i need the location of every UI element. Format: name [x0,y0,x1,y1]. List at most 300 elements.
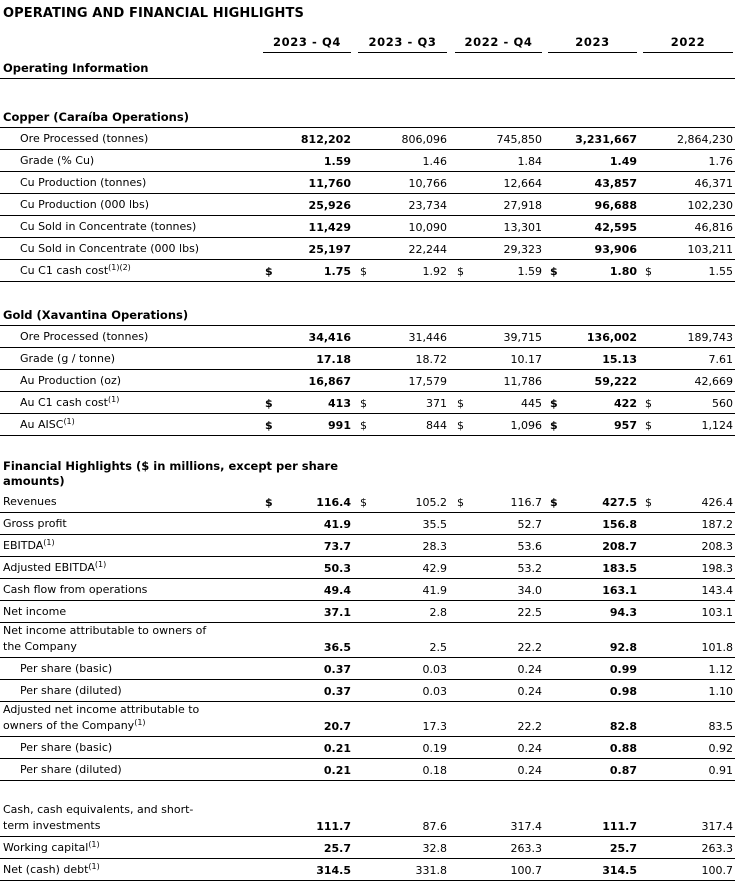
cell-value: 34.0 [517,584,542,597]
cell-value: 35.5 [422,518,447,531]
table-row [0,326,735,348]
currency-value [263,396,351,411]
row-label-line2: term investments [3,819,101,832]
value-cell [447,837,542,859]
spacer-cell [0,436,735,458]
value-cell [263,491,351,513]
cell-value: 11,786 [503,375,542,388]
table-row [0,557,735,579]
cell-value: 2,864,230 [677,133,733,146]
cell-value: 17.18 [316,353,351,366]
value-cell [637,260,735,282]
cell-value: 43,857 [594,177,637,190]
cell-value: 427.5 [602,496,637,509]
cell-value: 1.84 [517,155,542,168]
dollar-sign: $ [457,419,464,432]
row-label-cell [0,194,263,216]
value-cell [542,150,637,172]
cell-value: 42.9 [422,562,447,575]
dollar-sign: $ [550,265,558,278]
table-row [0,859,735,881]
cell-value: 0.24 [517,764,542,777]
cell-value: 1.46 [422,155,447,168]
cell-value: 25,926 [308,199,351,212]
value-cell [447,680,542,702]
row-label-cell [0,802,263,837]
row-label-cell [0,370,263,392]
table-row [0,238,735,260]
cell-value: 0.99 [609,663,637,676]
value-cell [637,658,735,680]
cell-value: 46,371 [694,177,733,190]
cell-value: 371 [426,397,447,410]
cell-value: 0.91 [708,764,733,777]
page-title: OPERATING AND FINANCIAL HIGHLIGHTS [3,6,304,21]
value-cell [447,658,542,680]
value-cell [637,194,735,216]
value-cell [351,348,447,370]
cell-value: 11,429 [308,221,351,234]
footnote-marker: (1) [88,862,100,871]
cell-value: 42,595 [594,221,637,234]
dollar-sign: $ [550,419,558,432]
cell-value: 0.03 [422,685,447,698]
value-cell [351,260,447,282]
cell-value: 314.5 [316,864,351,877]
row-label: Au AISC$^{(1)}$ [20,417,75,431]
table-row [0,737,735,759]
cell-value: 0.98 [609,685,637,698]
table-row [0,513,735,535]
value-cell [637,557,735,579]
value-cell [447,513,542,535]
table-row [0,759,735,781]
cell-value: 25.7 [323,842,351,855]
cell-value: 1.92 [422,265,447,278]
currency-value [643,495,733,510]
cell-value: 1,096 [510,419,542,432]
financial-highlights-table [0,23,735,881]
cell-value: 317.4 [701,820,733,833]
cell-value: 163.1 [602,584,637,597]
value-cell [637,601,735,623]
row-label-cell [0,837,263,859]
value-cell [351,172,447,194]
currency-value [263,264,351,279]
row-label-cell [0,348,263,370]
value-cell [542,216,637,238]
value-cell [542,194,637,216]
cell-value: 1.49 [609,155,637,168]
currency-value [455,264,542,279]
row-label: EBITDA$^{(1)}$ [3,538,55,552]
table-row [0,802,735,837]
value-cell [542,837,637,859]
footnote-marker: (1) [43,538,55,547]
value-cell [447,150,542,172]
value-cell [263,658,351,680]
dollar-sign: $ [645,496,652,509]
cell-value: 12,664 [503,177,542,190]
dollar-sign: $ [360,265,367,278]
currency-value [643,396,733,411]
cell-value: 100.7 [701,864,733,877]
cell-value: 46,816 [694,221,733,234]
cell-value: 426.4 [701,496,733,509]
value-cell [637,326,735,348]
value-cell [351,238,447,260]
value-cell [263,702,351,737]
row-label-cell [0,150,263,172]
value-cell [263,737,351,759]
value-cell [542,128,637,150]
value-cell [351,392,447,414]
value-cell [263,601,351,623]
cell-value: 32.8 [422,842,447,855]
value-cell [542,348,637,370]
value-cell [447,172,542,194]
cell-value: 96,688 [594,199,637,212]
value-cell [542,260,637,282]
dollar-sign: $ [645,397,652,410]
row-label-cell [0,128,263,150]
dollar-sign: $ [457,496,464,509]
cell-value: 1.80 [609,265,637,278]
cell-value: 73.7 [323,540,351,553]
cell-value: 92.8 [609,641,637,654]
cell-value: 0.19 [422,742,447,755]
row-label-cell [0,260,263,282]
row-label: Cu Production (tonnes) [20,176,147,189]
row-label-cell [0,579,263,601]
currency-value [358,264,447,279]
value-cell [447,216,542,238]
row-label-cell [0,557,263,579]
row-label-cell [0,601,263,623]
value-cell [542,759,637,781]
table-row [0,837,735,859]
row-label-cell [0,238,263,260]
row-label: Au C1 cash cost$^{(1)}$ [20,395,120,409]
value-cell [542,658,637,680]
row-label: Per share (diluted) [20,684,122,697]
value-cell [447,601,542,623]
cell-value: 1.76 [708,155,733,168]
row-label-cell [0,216,263,238]
footnote-marker: (1) [94,560,107,569]
value-cell [637,579,735,601]
cell-value: 957 [614,419,637,432]
cell-value: 41.9 [422,584,447,597]
row-label: Cu Production (000 lbs) [20,198,150,211]
row-label: Net income attributable to owners of [3,624,207,637]
value-cell [447,737,542,759]
cell-value: 189,743 [687,331,733,344]
value-cell [351,837,447,859]
row-label-cell [0,535,263,557]
value-cell [637,802,735,837]
cell-value: 31,446 [408,331,447,344]
cell-value: 156.8 [602,518,637,531]
footnote-marker: (1) [63,417,75,426]
cell-value: 1.59 [517,265,542,278]
cell-value: 1.55 [708,265,733,278]
table-row [0,392,735,414]
cell-value: 263.3 [510,842,542,855]
cell-value: 806,096 [401,133,447,146]
value-cell [542,513,637,535]
value-cell [351,601,447,623]
value-cell [637,859,735,881]
table-row [0,260,735,282]
value-cell [637,238,735,260]
value-cell [351,535,447,557]
row-label-cell [0,658,263,680]
value-cell [637,535,735,557]
table-row [0,150,735,172]
table-row [0,702,735,737]
section-header-row [0,105,735,128]
footnote-marker: (1) [134,718,146,727]
row-label: Cash flow from operations [3,583,148,596]
row-label-cell [0,392,263,414]
row-label-cell [0,702,263,737]
table-row [0,414,735,436]
row-label-cell [0,326,263,348]
row-label-cell [0,859,263,881]
value-cell [542,623,637,658]
section-header-label-line2: amounts) [3,474,65,488]
value-cell [351,150,447,172]
row-label-cell [0,491,263,513]
value-cell [637,513,735,535]
value-cell [637,702,735,737]
value-cell [351,128,447,150]
value-cell [542,172,637,194]
cell-value: 331.8 [415,864,447,877]
dollar-sign: $ [550,397,558,410]
row-label-line2: the Company [3,640,77,653]
table-row [0,601,735,623]
currency-value [263,418,351,433]
value-cell [447,491,542,513]
row-label-cell [0,172,263,194]
spacer-cell [0,282,735,304]
cell-value: 102,230 [687,199,733,212]
cell-value: 17.3 [422,720,447,733]
cell-value: 53.2 [517,562,542,575]
cell-value: 1.10 [708,685,733,698]
value-cell [351,737,447,759]
row-label: Adjusted net income attributable to [3,703,200,716]
cell-value: 83.5 [708,720,733,733]
cell-value: 1.12 [708,663,733,676]
row-label: Ore Processed (tonnes) [20,132,149,145]
table-row [0,216,735,238]
value-cell [542,392,637,414]
currency-value [263,495,351,510]
currency-value [358,396,447,411]
row-label: Cash, cash equivalents, and short- [3,803,194,816]
dollar-sign: $ [360,419,367,432]
cell-value: 17,579 [408,375,447,388]
cell-value: 39,715 [503,331,542,344]
value-cell [447,414,542,436]
cell-value: 263.3 [701,842,733,855]
value-cell [263,370,351,392]
row-label: Grade (% Cu) [20,154,95,167]
value-cell [263,535,351,557]
row-label-cell [0,680,263,702]
value-cell [263,260,351,282]
value-cell [637,150,735,172]
cell-value: 413 [328,397,351,410]
table-row [0,658,735,680]
row-label-cell [0,513,263,535]
value-cell [542,370,637,392]
cell-value: 445 [521,397,542,410]
row-label-cell [0,414,263,436]
value-cell [542,802,637,837]
row-label: Per share (diluted) [20,763,122,776]
row-label: Grade (g / tonne) [20,352,116,365]
cell-value: 111.7 [316,820,351,833]
value-cell [447,557,542,579]
cell-value: 0.92 [708,742,733,755]
value-cell [263,392,351,414]
cell-value: 36.5 [323,641,351,654]
value-cell [447,392,542,414]
column-header-label: 2023 [548,35,637,53]
footnote-marker: (1) [107,395,120,404]
section-header-label: Financial Highlights ($ in millions, except per share [3,459,339,473]
cell-value: 3,231,667 [575,133,637,146]
value-cell [263,150,351,172]
cell-value: 991 [328,419,351,432]
row-label-line2: owners of the Company$^{(1)}$ [3,718,146,732]
cell-value: 111.7 [602,820,637,833]
row-label-cell [0,623,263,658]
cell-value: 103.1 [701,606,733,619]
column-header [263,23,351,53]
row-label: Per share (basic) [20,741,113,754]
column-header-label: 2022 [643,35,733,53]
value-cell [263,680,351,702]
value-cell [542,326,637,348]
cell-value: 0.88 [609,742,637,755]
value-cell [263,579,351,601]
value-cell [542,557,637,579]
value-cell [263,759,351,781]
currency-value [455,418,542,433]
dollar-sign: $ [265,397,273,410]
row-label: Gross profit [3,517,67,530]
cell-value: 116.4 [316,496,351,509]
row-label: Au Production (oz) [20,374,122,387]
value-cell [263,513,351,535]
value-cell [447,579,542,601]
table-row [0,535,735,557]
cell-value: 23,734 [408,199,447,212]
value-cell [542,702,637,737]
cell-value: 116.7 [510,496,542,509]
value-cell [542,579,637,601]
value-cell [637,623,735,658]
cell-value: 25.7 [609,842,637,855]
spacer-row [0,79,735,106]
cell-value: 0.37 [323,685,351,698]
table-row [0,128,735,150]
dollar-sign: $ [360,397,367,410]
section-header-label: Copper (Caraíba Operations) [3,110,189,124]
value-cell [447,759,542,781]
value-cell [637,759,735,781]
currency-value [455,495,542,510]
value-cell [637,172,735,194]
cell-value: 13,301 [503,221,542,234]
value-cell [351,759,447,781]
currency-value [455,396,542,411]
section-header [0,105,735,128]
value-cell [351,491,447,513]
cell-value: 25,197 [308,243,351,256]
cell-value: 82.8 [609,720,637,733]
value-cell [447,128,542,150]
cell-value: 93,906 [594,243,637,256]
currency-value [548,418,637,433]
cell-value: 10,090 [408,221,447,234]
cell-value: 41.9 [323,518,351,531]
cell-value: 0.87 [609,764,637,777]
column-header [447,23,542,53]
table-row [0,172,735,194]
section-header-row [0,457,735,491]
column-header-label: 2023 - Q4 [263,35,351,53]
cell-value: 11,760 [308,177,351,190]
cell-value: 10,766 [408,177,447,190]
spacer-row [0,436,735,458]
table-row [0,680,735,702]
cell-value: 0.03 [422,663,447,676]
table-row [0,194,735,216]
value-cell [263,859,351,881]
dollar-sign: $ [645,265,652,278]
cell-value: 59,222 [594,375,637,388]
value-cell [637,737,735,759]
value-cell [263,326,351,348]
dollar-sign: $ [457,397,464,410]
value-cell [351,216,447,238]
value-cell [637,837,735,859]
value-cell [542,414,637,436]
spacer-cell [0,79,735,106]
currency-value [358,495,447,510]
value-cell [351,859,447,881]
cell-value: 27,918 [503,199,542,212]
table-row [0,623,735,658]
cell-value: 22,244 [408,243,447,256]
table-row [0,491,735,513]
value-cell [263,194,351,216]
cell-value: 7.61 [708,353,733,366]
dollar-sign: $ [265,265,273,278]
cell-value: 198.3 [701,562,733,575]
value-cell [351,802,447,837]
cell-value: 136,002 [586,331,637,344]
value-cell [637,392,735,414]
column-header [351,23,447,53]
row-label: Cu C1 cash cost$^{(1)(2)}$ [20,263,131,277]
